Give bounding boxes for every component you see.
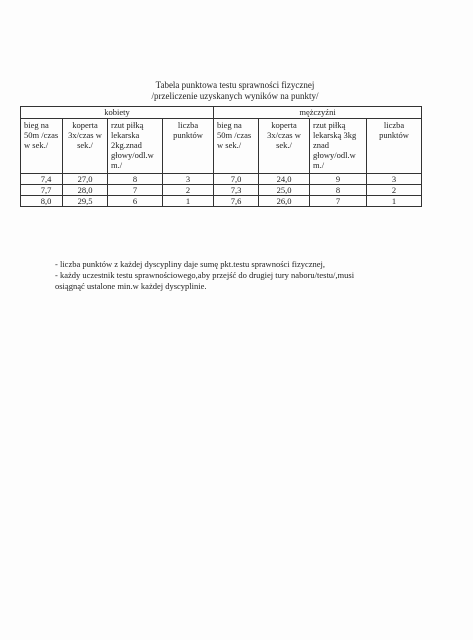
- table-cell: 7,7: [21, 185, 63, 196]
- table-cell: 7: [310, 196, 367, 207]
- header-men-points: liczba punktów: [367, 119, 422, 174]
- table-cell: 1: [163, 196, 214, 207]
- table-cell: 9: [310, 174, 367, 185]
- score-table: [20, 106, 422, 207]
- table-cell: 6: [108, 196, 163, 207]
- table-cell: 7,4: [21, 174, 63, 185]
- table-cell: 7: [108, 185, 163, 196]
- table-row: [21, 196, 422, 207]
- header-women-points: liczba punktów: [163, 119, 214, 174]
- note-line: - każdy uczestnik testu sprawnościowego,aby przejść do drugiej tury naboru/testu/,musi: [55, 270, 355, 280]
- table-cell: 1: [367, 196, 422, 207]
- table-cell: 7,3: [214, 185, 259, 196]
- header-women-sprint: bieg na 50m /czas w sek./: [21, 119, 63, 174]
- header-men-sprint: bieg na 50m /czas w sek./: [214, 119, 259, 174]
- table-cell: 3: [163, 174, 214, 185]
- group-women: kobiety: [21, 107, 214, 119]
- table-row: [21, 185, 422, 196]
- group-men: mężczyźni: [214, 107, 422, 119]
- table-cell: 8: [310, 185, 367, 196]
- note-line: osiągnąć ustalone min.w każdej dyscyplinie.: [55, 281, 207, 291]
- table-cell: 8,0: [21, 196, 63, 207]
- header-men-envelope: koperta 3x/czas w sek./: [259, 119, 310, 174]
- table-cell: 7,0: [214, 174, 259, 185]
- table-cell: 7,6: [214, 196, 259, 207]
- table-cell: 2: [367, 185, 422, 196]
- column-header-row: [21, 119, 422, 174]
- header-women-ball-throw: rzut piłką lekarska 2kg.znad głowy/odl.w m./: [108, 119, 163, 174]
- header-women-envelope: koperta 3x/czas w sek./: [63, 119, 108, 174]
- table-cell: 26,0: [259, 196, 310, 207]
- note-line: - liczba punktów z każdej dyscypliny daje sumę pkt.testu sprawności fizycznej,: [55, 259, 326, 269]
- table-cell: 27,0: [63, 174, 108, 185]
- table-cell: 29,5: [63, 196, 108, 207]
- table-title-line-1: Tabela punktowa testu sprawności fizycznej: [155, 80, 315, 90]
- header-men-ball-throw: rzut piłką lekarską 3kg znad głowy/odl.w m./: [310, 119, 367, 174]
- notes: [55, 259, 455, 292]
- table-cell: 25,0: [259, 185, 310, 196]
- table-row: [21, 174, 422, 185]
- table-cell: 8: [108, 174, 163, 185]
- group-header-row: [21, 107, 422, 119]
- table-cell: 28,0: [63, 185, 108, 196]
- table-cell: 2: [163, 185, 214, 196]
- table-cell: 3: [367, 174, 422, 185]
- table-title-line-2: /przeliczenie uzyskanych wyników na punkty/: [151, 91, 319, 101]
- table-cell: 24,0: [259, 174, 310, 185]
